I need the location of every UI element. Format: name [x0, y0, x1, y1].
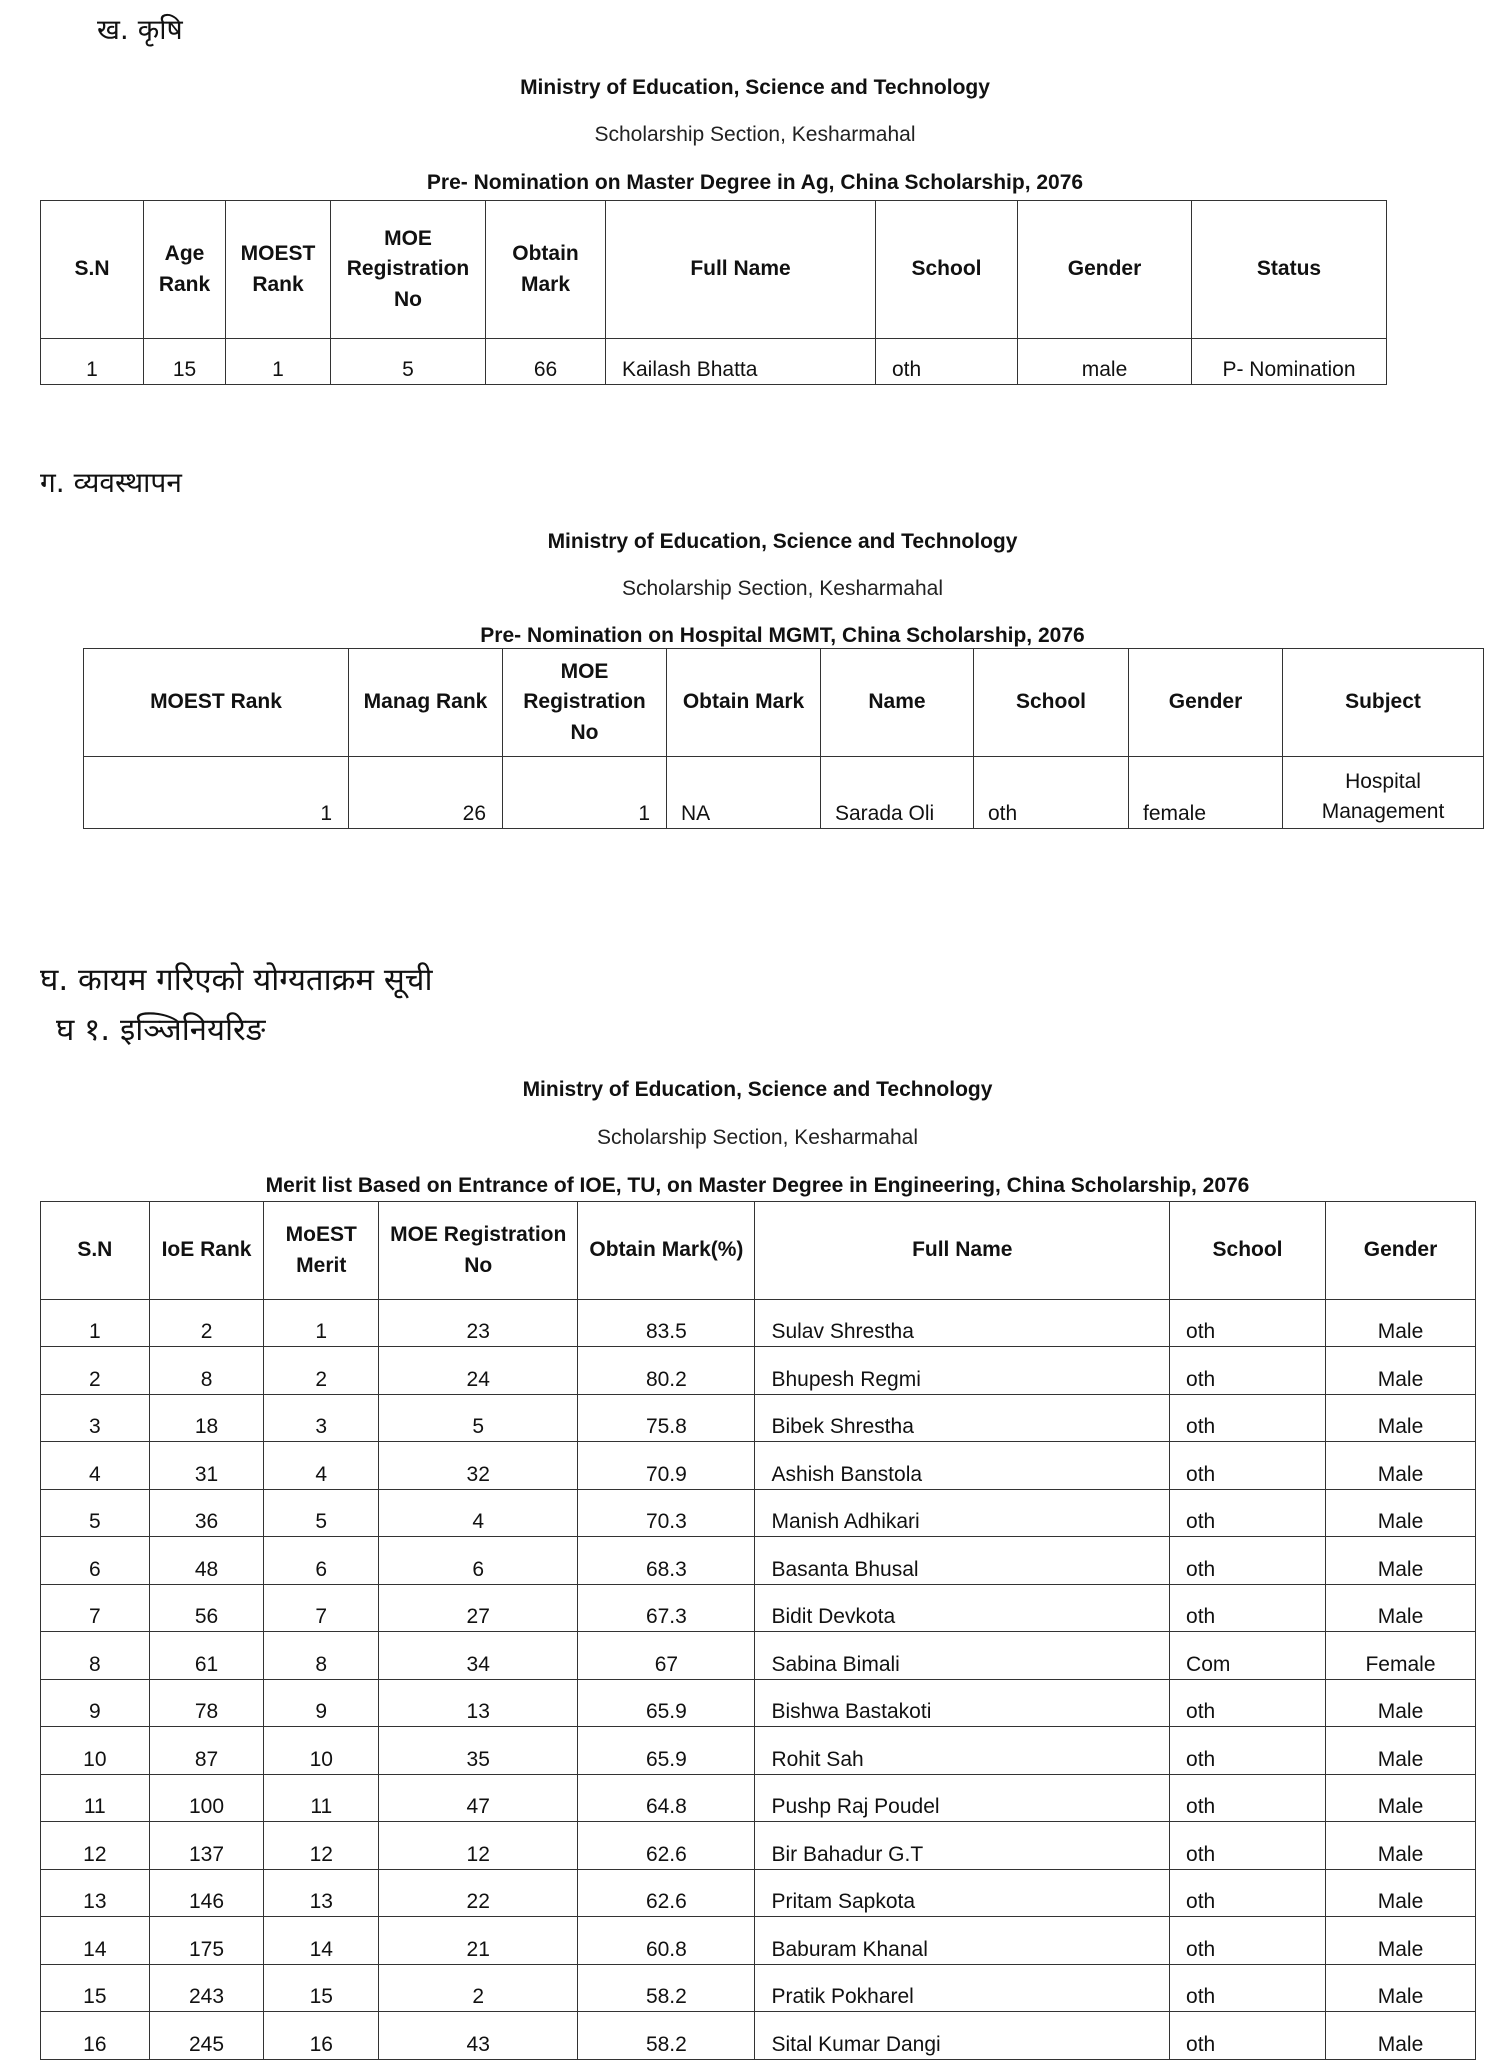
cell-moest-merit: 12 — [264, 1822, 379, 1870]
table-row — [41, 1964, 1476, 2012]
cell-moest-merit: 2 — [264, 1347, 379, 1395]
cell-full-name: Ashish Banstola — [755, 1442, 1170, 1490]
cell-obtain-mark: 68.3 — [578, 1537, 755, 1585]
cell-sn: 2 — [41, 1347, 150, 1395]
mgmt-header-obtain-mark: Obtain Mark — [667, 649, 821, 757]
mgmt-header-gender: Gender — [1129, 649, 1283, 757]
table-row — [41, 1489, 1476, 1537]
cell-sn: 12 — [41, 1822, 150, 1870]
cell-obtain-mark: 64.8 — [578, 1774, 755, 1822]
cell-gender: Male — [1326, 1442, 1476, 1490]
cell-gender: Male — [1326, 1584, 1476, 1632]
ag-header-age-rank: Age Rank — [144, 201, 226, 339]
mgmt-table-title: Pre- Nomination on Hospital MGMT, China Scholarship, 2076 — [480, 624, 1085, 647]
cell-full-name: Sulav Shrestha — [755, 1300, 1170, 1347]
table-row — [41, 1917, 1476, 1965]
ag-header-moest-rank: MOEST Rank — [226, 201, 331, 339]
cell-sn: 6 — [41, 1537, 150, 1585]
eng-header-gender: Gender — [1326, 1202, 1476, 1300]
table-row — [41, 1632, 1476, 1680]
cell-obtain-mark: 58.2 — [578, 2012, 755, 2060]
cell-ioe-rank: 36 — [149, 1489, 264, 1537]
cell-ioe-rank: 100 — [149, 1774, 264, 1822]
cell-gender: Male — [1326, 1727, 1476, 1775]
cell-school: oth — [1170, 1442, 1326, 1490]
cell-obtain-mark: NA — [667, 757, 821, 829]
cell-registration-no: 1 — [503, 757, 667, 829]
cell-school: oth — [1170, 1394, 1326, 1442]
cell-school: oth — [1170, 1869, 1326, 1917]
ag-header-registration-no: MOE Registration No — [331, 201, 486, 339]
cell-obtain-mark: 62.6 — [578, 1869, 755, 1917]
ag-section-subheading: Scholarship Section, Kesharmahal — [594, 123, 916, 146]
cell-sn: 11 — [41, 1774, 150, 1822]
cell-sn: 13 — [41, 1869, 150, 1917]
cell-registration-no: 21 — [379, 1917, 578, 1965]
cell-school: oth — [1170, 1300, 1326, 1347]
cell-full-name: Sabina Bimali — [755, 1632, 1170, 1680]
cell-school: oth — [1170, 1964, 1326, 2012]
cell-moest-merit: 7 — [264, 1584, 379, 1632]
ag-header-full-name: Full Name — [606, 201, 876, 339]
cell-school: oth — [1170, 1822, 1326, 1870]
cell-sn: 15 — [41, 1964, 150, 2012]
cell-full-name: Baburam Khanal — [755, 1917, 1170, 1965]
table-row — [41, 1822, 1476, 1870]
table-row — [41, 1300, 1476, 1347]
cell-full-name: Bhupesh Regmi — [755, 1347, 1170, 1395]
cell-obtain-mark: 70.3 — [578, 1489, 755, 1537]
table-row — [41, 1347, 1476, 1395]
cell-moest-merit: 4 — [264, 1442, 379, 1490]
section-heading-merit-list: घ. कायम गरिएको योग्यताक्रम सूची — [40, 962, 433, 998]
cell-ioe-rank: 56 — [149, 1584, 264, 1632]
cell-sn: 8 — [41, 1632, 150, 1680]
cell-registration-no: 12 — [379, 1822, 578, 1870]
cell-obtain-mark: 65.9 — [578, 1727, 755, 1775]
ag-header-sn: S.N — [41, 201, 144, 339]
mgmt-ministry-heading: Ministry of Education, Science and Technology — [547, 530, 1018, 553]
cell-gender: Male — [1326, 2012, 1476, 2060]
section-heading-agriculture: ख. कृषि — [97, 13, 183, 46]
cell-obtain-mark: 66 — [486, 339, 606, 385]
cell-moest-merit: 14 — [264, 1917, 379, 1965]
ag-header-obtain-mark: Obtain Mark — [486, 201, 606, 339]
ag-header-gender: Gender — [1018, 201, 1192, 339]
cell-school: oth — [1170, 1489, 1326, 1537]
table-row — [41, 1394, 1476, 1442]
cell-sn: 7 — [41, 1584, 150, 1632]
cell-registration-no: 23 — [379, 1300, 578, 1347]
cell-gender: Female — [1326, 1632, 1476, 1680]
cell-registration-no: 24 — [379, 1347, 578, 1395]
cell-registration-no: 22 — [379, 1869, 578, 1917]
cell-ioe-rank: 8 — [149, 1347, 264, 1395]
eng-table-title: Merit list Based on Entrance of IOE, TU, on Master Degree in Engineering, China Scholarship, 2076 — [265, 1174, 1250, 1197]
cell-ioe-rank: 175 — [149, 1917, 264, 1965]
cell-gender: Male — [1326, 1537, 1476, 1585]
mgmt-nomination-table — [83, 648, 1484, 829]
cell-ioe-rank: 31 — [149, 1442, 264, 1490]
cell-gender: Male — [1326, 1347, 1476, 1395]
cell-obtain-mark: 70.9 — [578, 1442, 755, 1490]
cell-school: oth — [1170, 1917, 1326, 1965]
cell-full-name: Bishwa Bastakoti — [755, 1679, 1170, 1727]
eng-header-obtain-mark: Obtain Mark(%) — [578, 1202, 755, 1300]
cell-sn: 16 — [41, 2012, 150, 2060]
cell-gender: Male — [1326, 1394, 1476, 1442]
cell-obtain-mark: 75.8 — [578, 1394, 755, 1442]
eng-merit-table — [40, 1201, 1476, 2060]
cell-moest-merit: 15 — [264, 1964, 379, 2012]
cell-name: Sarada Oli — [821, 757, 974, 829]
cell-full-name: Sital Kumar Dangi — [755, 2012, 1170, 2060]
cell-moest-merit: 16 — [264, 2012, 379, 2060]
table-row — [84, 757, 1484, 829]
cell-moest-merit: 5 — [264, 1489, 379, 1537]
cell-gender: female — [1129, 757, 1283, 829]
ag-ministry-heading: Ministry of Education, Science and Technology — [520, 76, 990, 99]
cell-moest-rank: 1 — [84, 757, 349, 829]
cell-ioe-rank: 243 — [149, 1964, 264, 2012]
cell-ioe-rank: 137 — [149, 1822, 264, 1870]
cell-moest-merit: 3 — [264, 1394, 379, 1442]
mgmt-header-name: Name — [821, 649, 974, 757]
cell-moest-merit: 9 — [264, 1679, 379, 1727]
cell-registration-no: 34 — [379, 1632, 578, 1680]
eng-table-body — [41, 1300, 1476, 2060]
eng-header-registration-no: MOE Registration No — [379, 1202, 578, 1300]
cell-school: oth — [876, 339, 1018, 385]
cell-school: oth — [1170, 1584, 1326, 1632]
table-row — [41, 1584, 1476, 1632]
cell-ioe-rank: 146 — [149, 1869, 264, 1917]
eng-header-sn: S.N — [41, 1202, 150, 1300]
table-row — [41, 1869, 1476, 1917]
cell-sn: 4 — [41, 1442, 150, 1490]
cell-ioe-rank: 61 — [149, 1632, 264, 1680]
cell-school: oth — [1170, 1537, 1326, 1585]
ag-header-status: Status — [1192, 201, 1387, 339]
cell-registration-no: 13 — [379, 1679, 578, 1727]
cell-ioe-rank: 87 — [149, 1727, 264, 1775]
eng-header-ioe-rank: IoE Rank — [149, 1202, 264, 1300]
cell-full-name: Manish Adhikari — [755, 1489, 1170, 1537]
cell-gender: Male — [1326, 1917, 1476, 1965]
mgmt-section-subheading: Scholarship Section, Kesharmahal — [621, 577, 943, 600]
eng-table-header-row — [41, 1202, 1476, 1300]
cell-moest-merit: 10 — [264, 1727, 379, 1775]
cell-registration-no: 4 — [379, 1489, 578, 1537]
cell-school: oth — [1170, 1774, 1326, 1822]
cell-full-name: Bir Bahadur G.T — [755, 1822, 1170, 1870]
cell-obtain-mark: 67 — [578, 1632, 755, 1680]
cell-subject: Hospital Management — [1283, 757, 1484, 829]
cell-school: oth — [1170, 1347, 1326, 1395]
cell-full-name: Pushp Raj Poudel — [755, 1774, 1170, 1822]
eng-section-subheading: Scholarship Section, Kesharmahal — [596, 1126, 918, 1149]
eng-header-moest-merit: MoEST Merit — [264, 1202, 379, 1300]
cell-school: oth — [1170, 1727, 1326, 1775]
cell-registration-no: 5 — [379, 1394, 578, 1442]
table-row — [41, 1727, 1476, 1775]
cell-registration-no: 32 — [379, 1442, 578, 1490]
cell-age-rank: 15 — [144, 339, 226, 385]
cell-gender: Male — [1326, 1489, 1476, 1537]
cell-moest-rank: 1 — [226, 339, 331, 385]
table-row — [41, 1537, 1476, 1585]
cell-gender: Male — [1326, 1822, 1476, 1870]
cell-full-name: Pritam Sapkota — [755, 1869, 1170, 1917]
cell-school: oth — [974, 757, 1129, 829]
cell-registration-no: 2 — [379, 1964, 578, 2012]
cell-sn: 9 — [41, 1679, 150, 1727]
ag-nomination-table — [40, 200, 1387, 385]
cell-registration-no: 6 — [379, 1537, 578, 1585]
cell-registration-no: 47 — [379, 1774, 578, 1822]
cell-gender: male — [1018, 339, 1192, 385]
cell-obtain-mark: 65.9 — [578, 1679, 755, 1727]
cell-sn: 10 — [41, 1727, 150, 1775]
cell-ioe-rank: 18 — [149, 1394, 264, 1442]
cell-sn: 1 — [41, 339, 144, 385]
table-row — [41, 1774, 1476, 1822]
table-row — [41, 1442, 1476, 1490]
cell-registration-no: 5 — [331, 339, 486, 385]
mgmt-header-manag-rank: Manag Rank — [349, 649, 503, 757]
table-row — [41, 1679, 1476, 1727]
cell-gender: Male — [1326, 1774, 1476, 1822]
eng-header-full-name: Full Name — [755, 1202, 1170, 1300]
cell-ioe-rank: 48 — [149, 1537, 264, 1585]
cell-school: oth — [1170, 2012, 1326, 2060]
cell-moest-merit: 6 — [264, 1537, 379, 1585]
cell-obtain-mark: 60.8 — [578, 1917, 755, 1965]
cell-gender: Male — [1326, 1869, 1476, 1917]
mgmt-header-school: School — [974, 649, 1129, 757]
cell-sn: 3 — [41, 1394, 150, 1442]
cell-manag-rank: 26 — [349, 757, 503, 829]
mgmt-header-subject: Subject — [1283, 649, 1484, 757]
section-subheading-engineering: घ १. इञ्जिनियरिङ — [56, 1012, 266, 1048]
cell-registration-no: 35 — [379, 1727, 578, 1775]
cell-gender: Male — [1326, 1679, 1476, 1727]
cell-moest-merit: 13 — [264, 1869, 379, 1917]
table-row — [41, 339, 1387, 385]
cell-obtain-mark: 83.5 — [578, 1300, 755, 1347]
cell-registration-no: 43 — [379, 2012, 578, 2060]
cell-registration-no: 27 — [379, 1584, 578, 1632]
cell-sn: 1 — [41, 1300, 150, 1347]
cell-ioe-rank: 245 — [149, 2012, 264, 2060]
cell-full-name: Rohit Sah — [755, 1727, 1170, 1775]
mgmt-table-header-row — [84, 649, 1484, 757]
cell-obtain-mark: 80.2 — [578, 1347, 755, 1395]
cell-full-name: Bibek Shrestha — [755, 1394, 1170, 1442]
cell-status: P- Nomination — [1192, 339, 1387, 385]
cell-sn: 5 — [41, 1489, 150, 1537]
section-heading-management: ग. व्यवस्थापन — [40, 466, 182, 499]
cell-sn: 14 — [41, 1917, 150, 1965]
ag-header-school: School — [876, 201, 1018, 339]
cell-obtain-mark: 58.2 — [578, 1964, 755, 2012]
cell-ioe-rank: 78 — [149, 1679, 264, 1727]
eng-ministry-heading: Ministry of Education, Science and Technology — [522, 1078, 993, 1101]
cell-ioe-rank: 2 — [149, 1300, 264, 1347]
ag-table-title: Pre- Nomination on Master Degree in Ag, China Scholarship, 2076 — [426, 171, 1084, 194]
cell-gender: Male — [1326, 1300, 1476, 1347]
cell-full-name: Pratik Pokharel — [755, 1964, 1170, 2012]
table-row — [41, 2012, 1476, 2060]
cell-full-name: Kailash Bhatta — [606, 339, 876, 385]
mgmt-header-registration-no: MOE Registration No — [503, 649, 667, 757]
cell-moest-merit: 11 — [264, 1774, 379, 1822]
cell-full-name: Bidit Devkota — [755, 1584, 1170, 1632]
cell-school: Com — [1170, 1632, 1326, 1680]
eng-header-school: School — [1170, 1202, 1326, 1300]
ag-table-header-row — [41, 201, 1387, 339]
cell-school: oth — [1170, 1679, 1326, 1727]
cell-obtain-mark: 62.6 — [578, 1822, 755, 1870]
cell-moest-merit: 8 — [264, 1632, 379, 1680]
cell-full-name: Basanta Bhusal — [755, 1537, 1170, 1585]
cell-moest-merit: 1 — [264, 1300, 379, 1347]
cell-obtain-mark: 67.3 — [578, 1584, 755, 1632]
mgmt-header-moest-rank: MOEST Rank — [84, 649, 349, 757]
cell-gender: Male — [1326, 1964, 1476, 2012]
